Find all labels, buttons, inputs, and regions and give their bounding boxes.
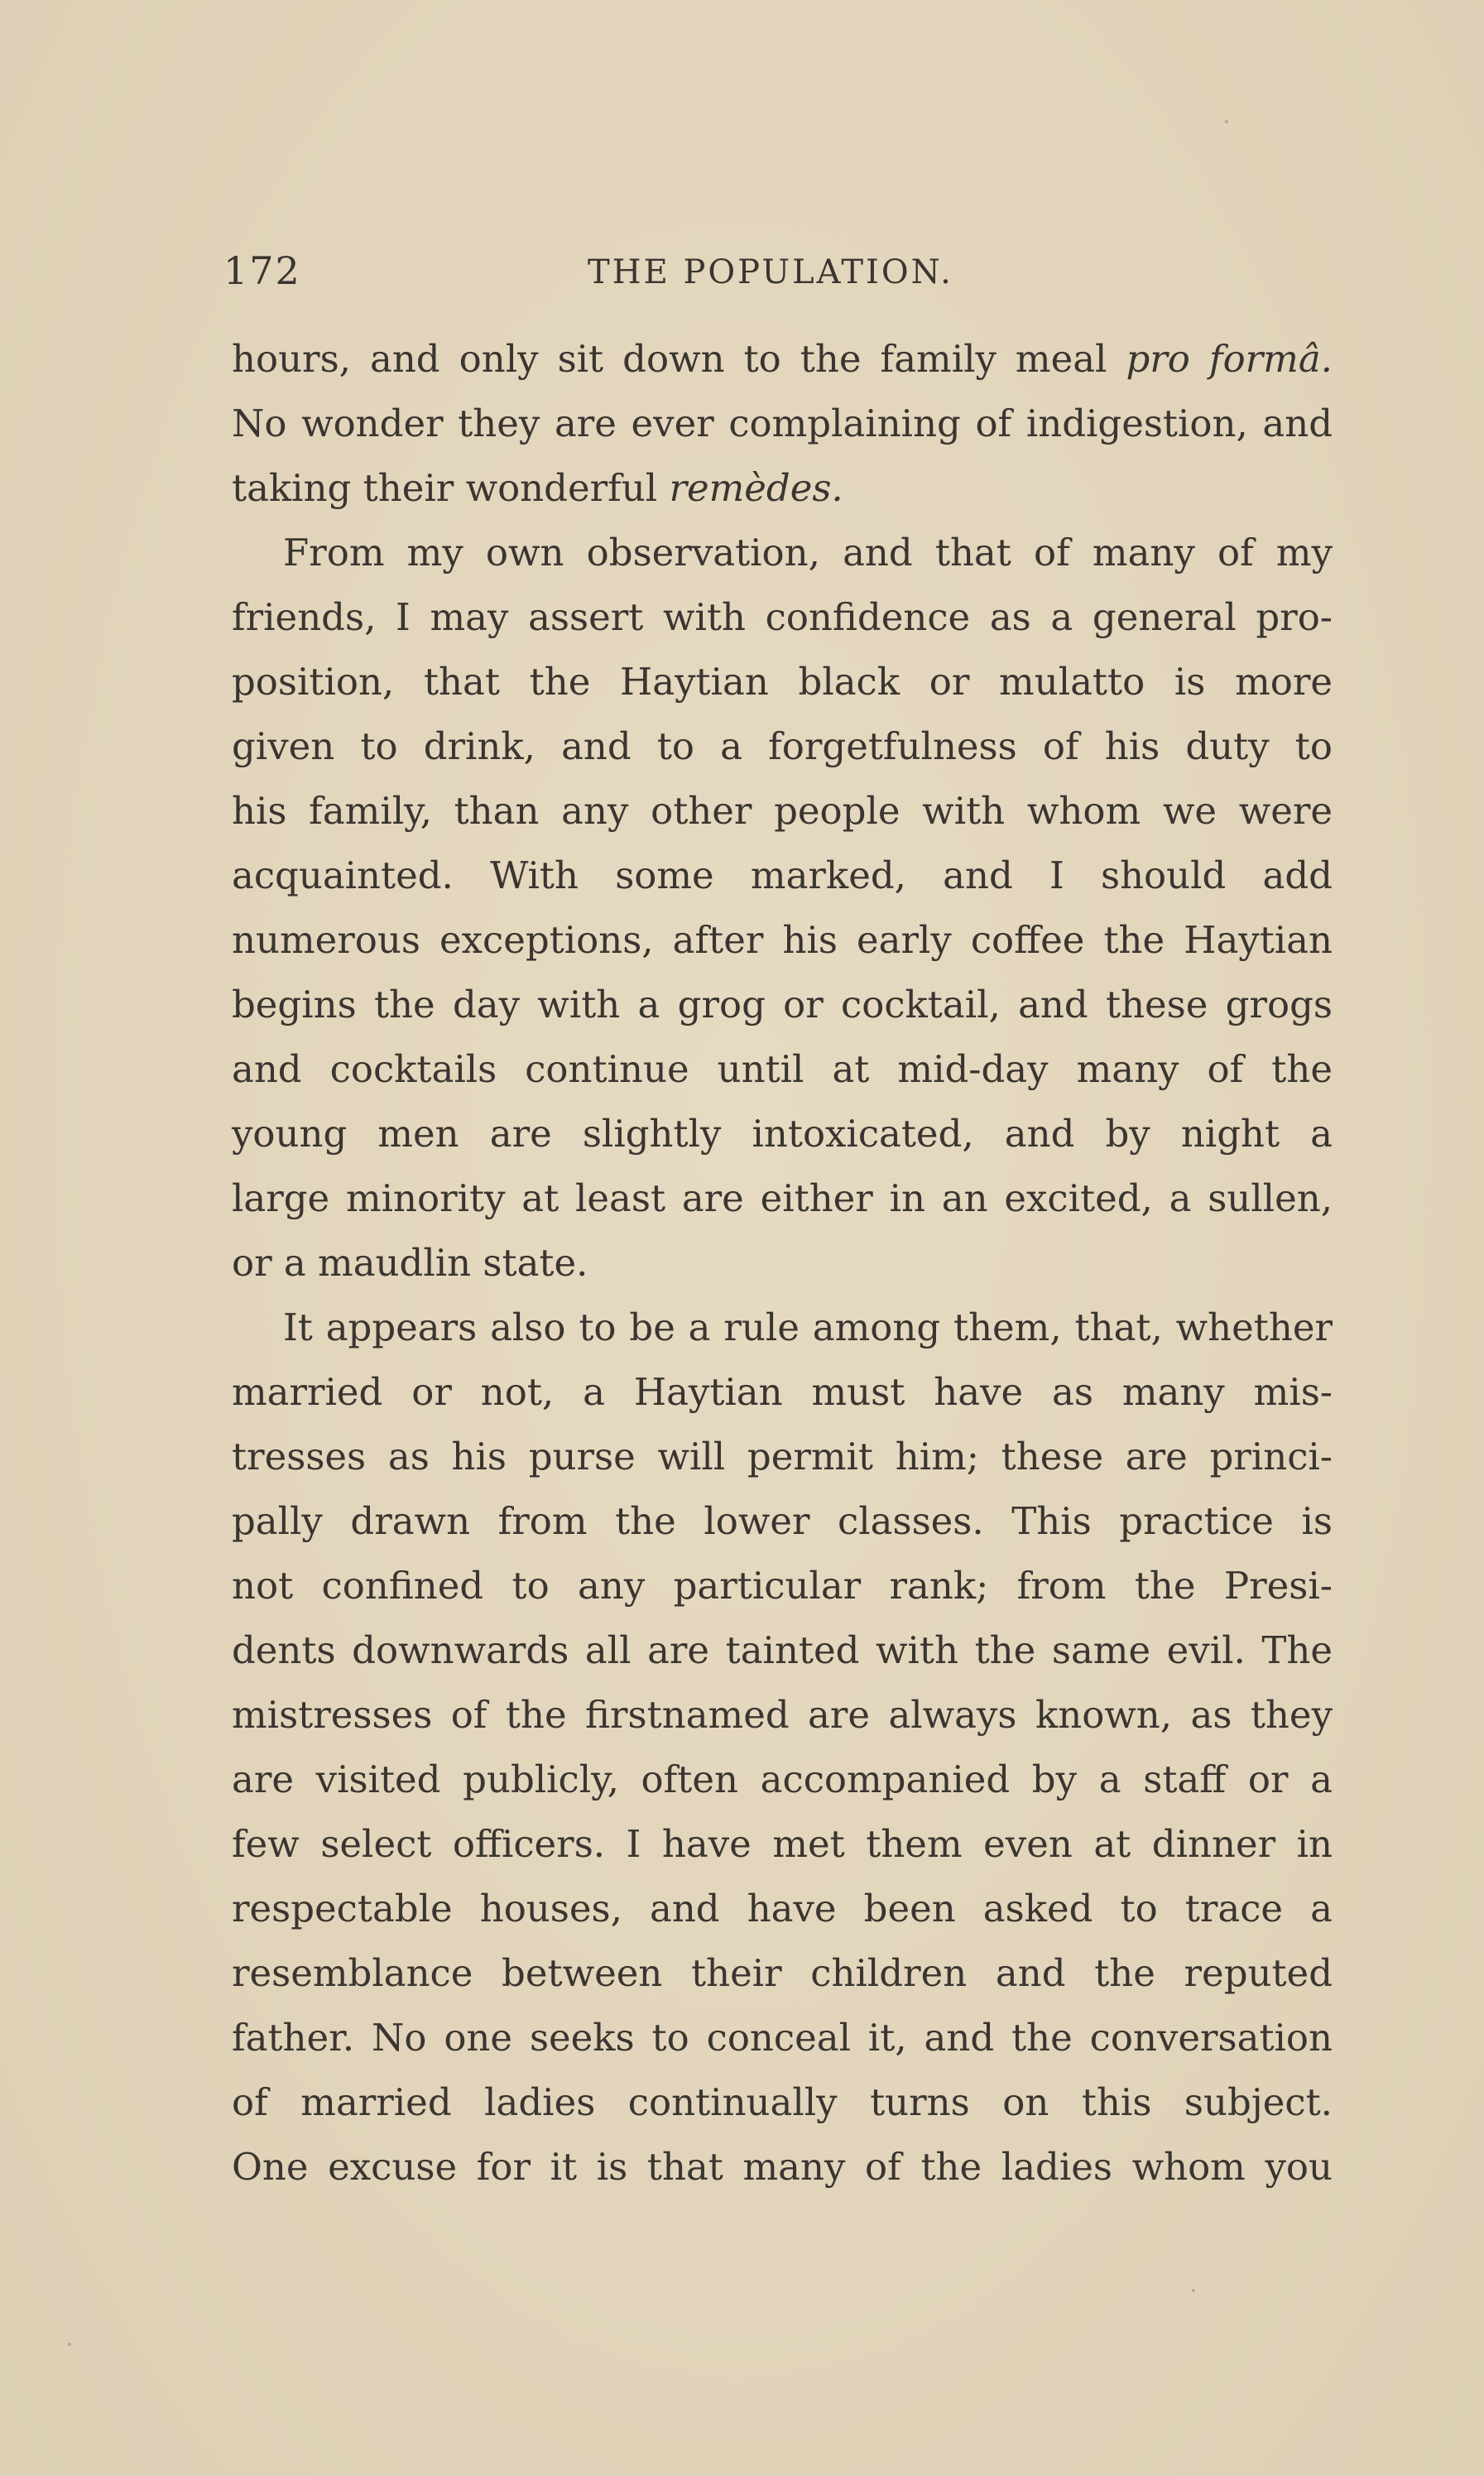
text-line: resemblance between their children and the reputed — [232, 1951, 1333, 1995]
text-line: are visited publicly, often accompanied by a staff or a — [232, 1757, 1333, 1801]
running-head: THE POPULATION. — [588, 253, 953, 291]
text-line: hours, and only sit down to the family meal pro formâ. — [232, 337, 1333, 381]
paragraph-start-line: It appears also to be a rule among them, that, whether — [283, 1305, 1333, 1349]
body-text — [232, 327, 1333, 2200]
text-line: numerous exceptions, after his early coffee the Haytian — [232, 918, 1333, 962]
page-header — [223, 248, 1341, 298]
paper-speck — [1225, 120, 1228, 123]
italic-phrase: pro formâ. — [1126, 337, 1333, 381]
text-line: respectable houses, and have been asked to trace a — [232, 1887, 1333, 1930]
text-line: dents downwards all are tainted with the same evil. The — [232, 1628, 1333, 1672]
text-line: given to drink, and to a forgetfulness of his duty to — [232, 724, 1333, 768]
text-line: position, that the Haytian black or mulatto is more — [232, 660, 1333, 704]
text-line: married or not, a Haytian must have as many mis- — [232, 1370, 1333, 1414]
text-line: mistresses of the firstnamed are always known, as they — [232, 1693, 1333, 1737]
text-line: his family, than any other people with whom we were — [232, 789, 1333, 833]
paper-speck — [1192, 2289, 1195, 2292]
text-line: not confined to any particular rank; from the Presi- — [232, 1564, 1333, 1608]
text-line: acquainted. With some marked, and I should add — [232, 853, 1333, 897]
text-line: tresses as his purse will permit him; these are princi- — [232, 1435, 1333, 1478]
text-line: begins the day with a grog or cocktail, and these grogs — [232, 983, 1333, 1026]
text-line: One excuse for it is that many of the ladies whom you — [232, 2145, 1333, 2189]
text-line: No wonder they are ever complaining of indigestion, and — [232, 401, 1333, 445]
text-line: friends, I may assert with confidence as a general pro- — [232, 595, 1333, 639]
text-line: or a maudlin state. — [232, 1241, 588, 1285]
page-number: 172 — [223, 248, 301, 293]
text-line: father. No one seeks to conceal it, and the conversation — [232, 2016, 1333, 2060]
text-line: few select officers. I have met them even at dinner in — [232, 1822, 1333, 1866]
paper-speck — [68, 2343, 71, 2346]
text-line: large minority at least are either in an excited, a sullen, — [232, 1176, 1333, 1220]
text-line: young men are slightly intoxicated, and by night a — [232, 1112, 1333, 1156]
text-line: of married ladies continually turns on this subject. — [232, 2080, 1333, 2124]
text-line: and cocktails continue until at mid-day many of the — [232, 1047, 1333, 1091]
paragraph-start-line: From my own observation, and that of many of my — [283, 531, 1333, 575]
italic-phrase: remèdes. — [669, 466, 843, 510]
text-line: pally drawn from the lower classes. This practice is — [232, 1499, 1333, 1543]
text-line: taking their wonderful remèdes. — [232, 466, 843, 510]
